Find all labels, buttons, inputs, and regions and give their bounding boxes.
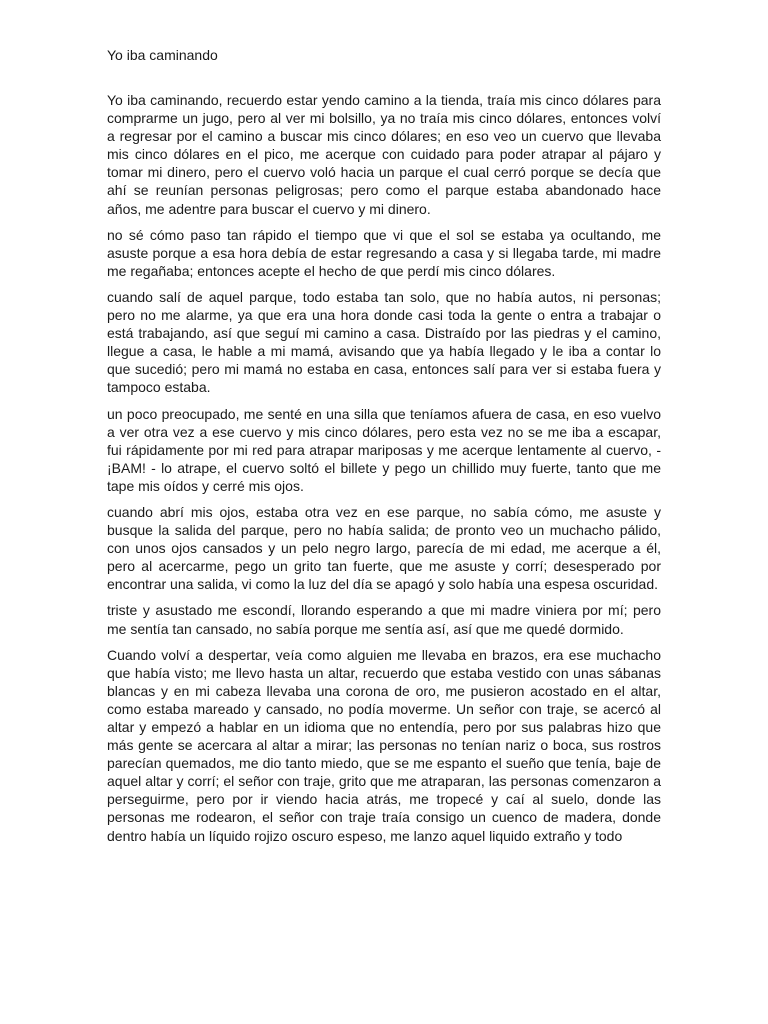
paragraph-5: cuando abrí mis ojos, estaba otra vez en ese parque, no sabía cómo, me asuste y busque la salida del parque, pero no había salida; de pronto veo un muchacho pálido, con unos ojos cansados y un pelo negro largo, parecía de mi edad, me acerque a él, pero al acercarme, pego un grito tan fuerte, que me asuste y corrí; desesperado por encontrar una salida, vi como la luz del día se apagó y solo había una espesa oscuridad. bbox=[107, 503, 661, 593]
paragraph-1: Yo iba caminando, recuerdo estar yendo camino a la tienda, traía mis cinco dólares para comprarme un jugo, pero al ver mi bolsillo, ya no traía mis cinco dólares, entonces volví a regresar por el camino a buscar mis cinco dólares; en eso veo un cuervo que llevaba mis cinco dólares en el pico, me acerque con cuidado para poder atrapar al pájaro y tomar mi dinero, pero el cuervo voló hacia un parque el cual cerró porque se decía que ahí se reunían personas peligrosas; pero como el parque estaba abandonado hace años, me adentre para buscar el cuervo y mi dinero. bbox=[107, 92, 661, 217]
paragraph-6: triste y asustado me escondí, llorando esperando a que mi madre viniera por mí; pero me sentía tan cansado, no sabía porque me sentía así, así que me quedé dormido. bbox=[107, 602, 661, 637]
paragraph-4: un poco preocupado, me senté en una silla que teníamos afuera de casa, en eso vuelvo a ver otra vez a ese cuervo y mis cinco dólares, pero esta vez no se me iba a escapar, fui rápidamente por mi red para atrapar mariposas y me acerque lentamente al cuervo, - ¡BAM! - lo atrape, el cuervo soltó el billete y pego un chillido muy fuerte, tanto que me tape mis oídos y cerré mis ojos. bbox=[107, 405, 661, 494]
document-title: Yo iba caminando bbox=[107, 47, 218, 63]
paragraph-7: Cuando volví a despertar, veía como alguien me llevaba en brazos, era ese muchacho que había visto; me llevo hasta un altar, recuerdo que estaba vestido con unas sábanas blancas y en mi cabeza llevaba una corona de oro, me pusieron acostado en el altar, como estaba mareado y cansado, no podía moverme. Un señor con traje, se acercó al altar y empezó a hablar en un idioma que no entendía, pero por sus palabras hizo que más gente se acercara al altar a mirar; las personas no tenían nariz o boca, sus rostros parecían quemados, me dio tanto miedo, que se me espanto el sueño que tenía, baje de aquel altar y corrí; el señor con traje, grito que me atraparan, las personas comenzaron a perseguirme, pero por ir viendo hacia atrás, me tropecé y caí al suelo, donde las personas me rodearon, el señor con traje traía consigo un cuenco de madera, donde dentro había un líquido rojizo oscuro espeso, me lanzo aquel liquido extraño y todo bbox=[107, 646, 661, 844]
paragraph-3: cuando salí de aquel parque, todo estaba tan solo, que no había autos, ni personas; pero no me alarme, ya que era una hora donde casi toda la gente o entra a trabajar o está trabajando, así que seguí mi camino a casa. Distraído por las piedras y el camino, llegue a casa, le hable a mi mamá, avisando que ya había llegado y le iba a contar lo que sucedió; pero mi mamá no estaba en casa, entonces salí para ver si estaba fuera y tampoco estaba. bbox=[107, 288, 661, 396]
document-page bbox=[107, 46, 661, 853]
paragraph-2: no sé cómo paso tan rápido el tiempo que vi que el sol se estaba ya ocultando, me asuste porque a esa hora debía de estar regresando a casa y si llegaba tarde, mi madre me regañaba; entonces acepte el hecho de que perdí mis cinco dólares. bbox=[107, 226, 661, 279]
